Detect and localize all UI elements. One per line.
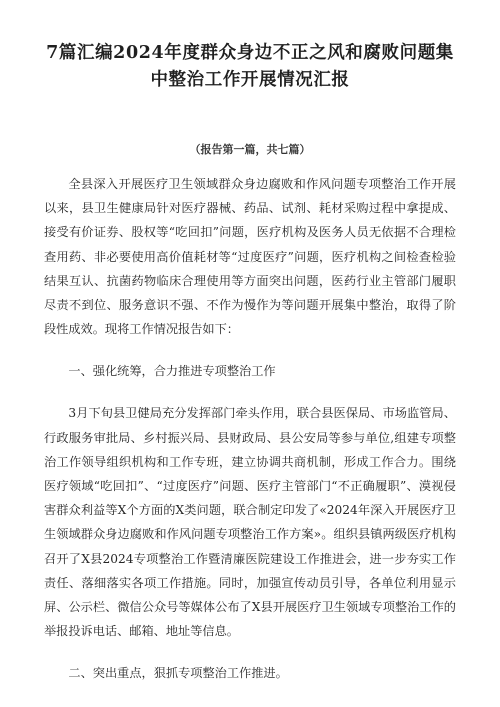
title-line-1: 7篇汇编2024年度群众身边不正之风和腐败问题集 bbox=[46, 43, 454, 63]
document-title bbox=[44, 40, 456, 94]
document-subtitle: （报告第一篇，共七篇） bbox=[189, 143, 311, 156]
section-1-paragraph: 3月下旬县卫健局充分发挥部门牵头作用，联合县医保局、市场监管局、行政服务审批局、乡村振兴局、县财政局、县公安局等参与单位,组建专项整治工作领导组织机构和工作专班，建立协调共商机制，形成工作合力。围绕医疗领域“吃回扣”、“过度医疗”问题、医疗主管部门“不正确履职”、漠视侵害群众利益等X个方面的X类问题，联合制定印发了«2024年深入开展医疗卫生领域群众身边腐败和作风问题专项整治工作方案»。组织县镇两级医疗机构召开了X县2024专项整治工作暨清廉医院建设工作推进会，进一步夯实工作责任、落细落实各项工作措施。同时，加强宣传动员引导，各单位利用显示屏、公示栏、微信公众号等媒体公布了X县开展医疗卫生领域专项整治工作的举报投诉电话、邮箱、地址等信息。 bbox=[44, 406, 456, 639]
section-2-heading: 二、突出重点，狠抓专项整治工作推进。 bbox=[68, 666, 288, 681]
intro-paragraph: 全县深入开展医疗卫生领域群众身边腐败和作风问题专项整治工作开展以来，县卫生健康局针对医疗器械、药品、试剂、耗材采购过程中拿提成、接受有价证券、股权等“吃回扣”问题，医疗机构及医务人员无依据不合理检查用药、非必要使用高价值耗材等“过度医疗”问题，医疗机构之间检查检验结果互认、抗菌药物临床合理使用等方面突出问题，医药行业主管部门履职尽责不到位、服务意识不强、不作为慢作为等问题开展集中整治，取得了阶段性成效。现将工作情况报告如下： bbox=[44, 177, 456, 337]
section-1-heading: 一、强化统筹，合力推进专项整治工作 bbox=[68, 364, 276, 379]
title-line-2: 中整治工作开展情况汇报 bbox=[150, 70, 350, 90]
